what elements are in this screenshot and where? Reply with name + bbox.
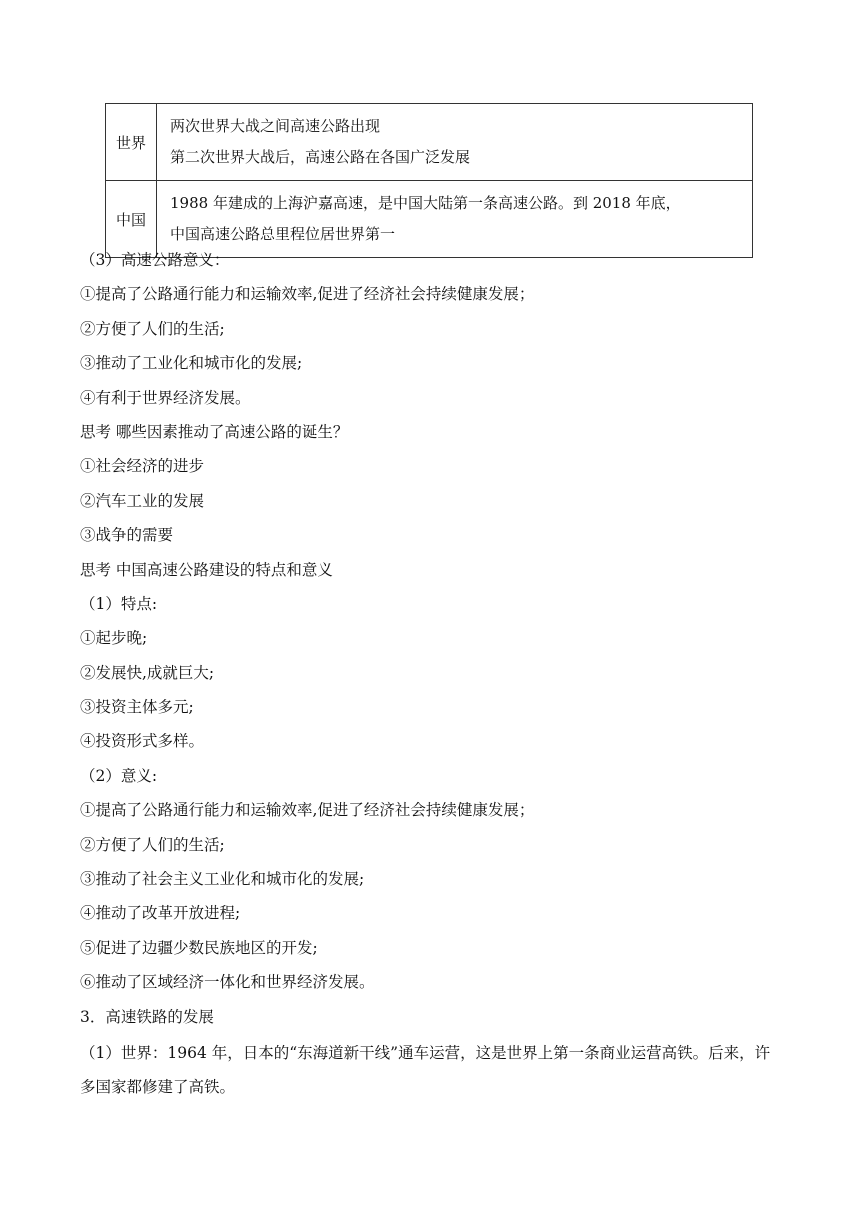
list-item: ①提高了公路通行能力和运输效率,促进了经济社会持续健康发展； <box>80 801 535 820</box>
thinking-question: 思考 中国高速公路建设的特点和意义 <box>80 560 333 579</box>
table-cell-line: 1988 年建成的上海沪嘉高速，是中国大陆第一条高速公路。到 2018 年底， <box>170 194 681 212</box>
list-item: ②方便了人们的生活; <box>80 319 225 338</box>
section-heading-meaning: （2）意义: <box>80 766 158 785</box>
paragraph-world-high-speed-rail: （1）世界：1964 年，日本的“东海道新干线”通车运营，这是世界上第一条商业运营高铁。后来，许多国家都修建了高铁。 <box>80 1043 771 1097</box>
list-item: ②汽车工业的发展 <box>80 491 205 510</box>
row-label-china: 中国 <box>106 181 157 258</box>
table-cell-line: 两次世界大战之间高速公路出现 <box>170 117 381 135</box>
row-label-world: 世界 <box>106 104 157 181</box>
list-item: ①起步晚; <box>80 629 148 648</box>
list-item: ④有利于世界经济发展。 <box>80 388 251 407</box>
list-item: ④投资形式多样。 <box>80 732 205 751</box>
list-item: ③投资主体多元; <box>80 698 194 717</box>
list-item: ①社会经济的进步 <box>80 457 205 476</box>
list-item: ⑥推动了区域经济一体化和世界经济发展。 <box>80 973 375 992</box>
table-cell-line: 中国高速公路总里程位居世界第一 <box>170 225 396 243</box>
list-item: ②方便了人们的生活; <box>80 835 225 854</box>
list-item: ③推动了社会主义工业化和城市化的发展; <box>80 870 365 889</box>
list-item: ⑤促进了边疆少数民族地区的开发; <box>80 938 318 957</box>
list-item: ②发展快,成就巨大; <box>80 663 215 682</box>
section-heading-high-speed-rail: 3．高速铁路的发展 <box>80 1007 214 1026</box>
row-content-world <box>157 104 753 181</box>
list-item: ①提高了公路通行能力和运输效率,促进了经济社会持续健康发展； <box>80 285 535 304</box>
document-body <box>80 245 780 1105</box>
list-item: ④推动了改革开放进程; <box>80 904 241 923</box>
section-heading-features: （1）特点: <box>80 594 158 613</box>
list-item: ③推动了工业化和城市化的发展; <box>80 354 303 373</box>
table-row <box>106 104 753 181</box>
table-cell-line: 第二次世界大战后，高速公路在各国广泛发展 <box>170 148 471 166</box>
section-heading-significance: （3）高速公路意义： <box>80 251 230 269</box>
list-item: ③战争的需要 <box>80 526 174 545</box>
highway-development-table <box>105 103 753 258</box>
thinking-question: 思考 哪些因素推动了高速公路的诞生？ <box>80 422 349 441</box>
